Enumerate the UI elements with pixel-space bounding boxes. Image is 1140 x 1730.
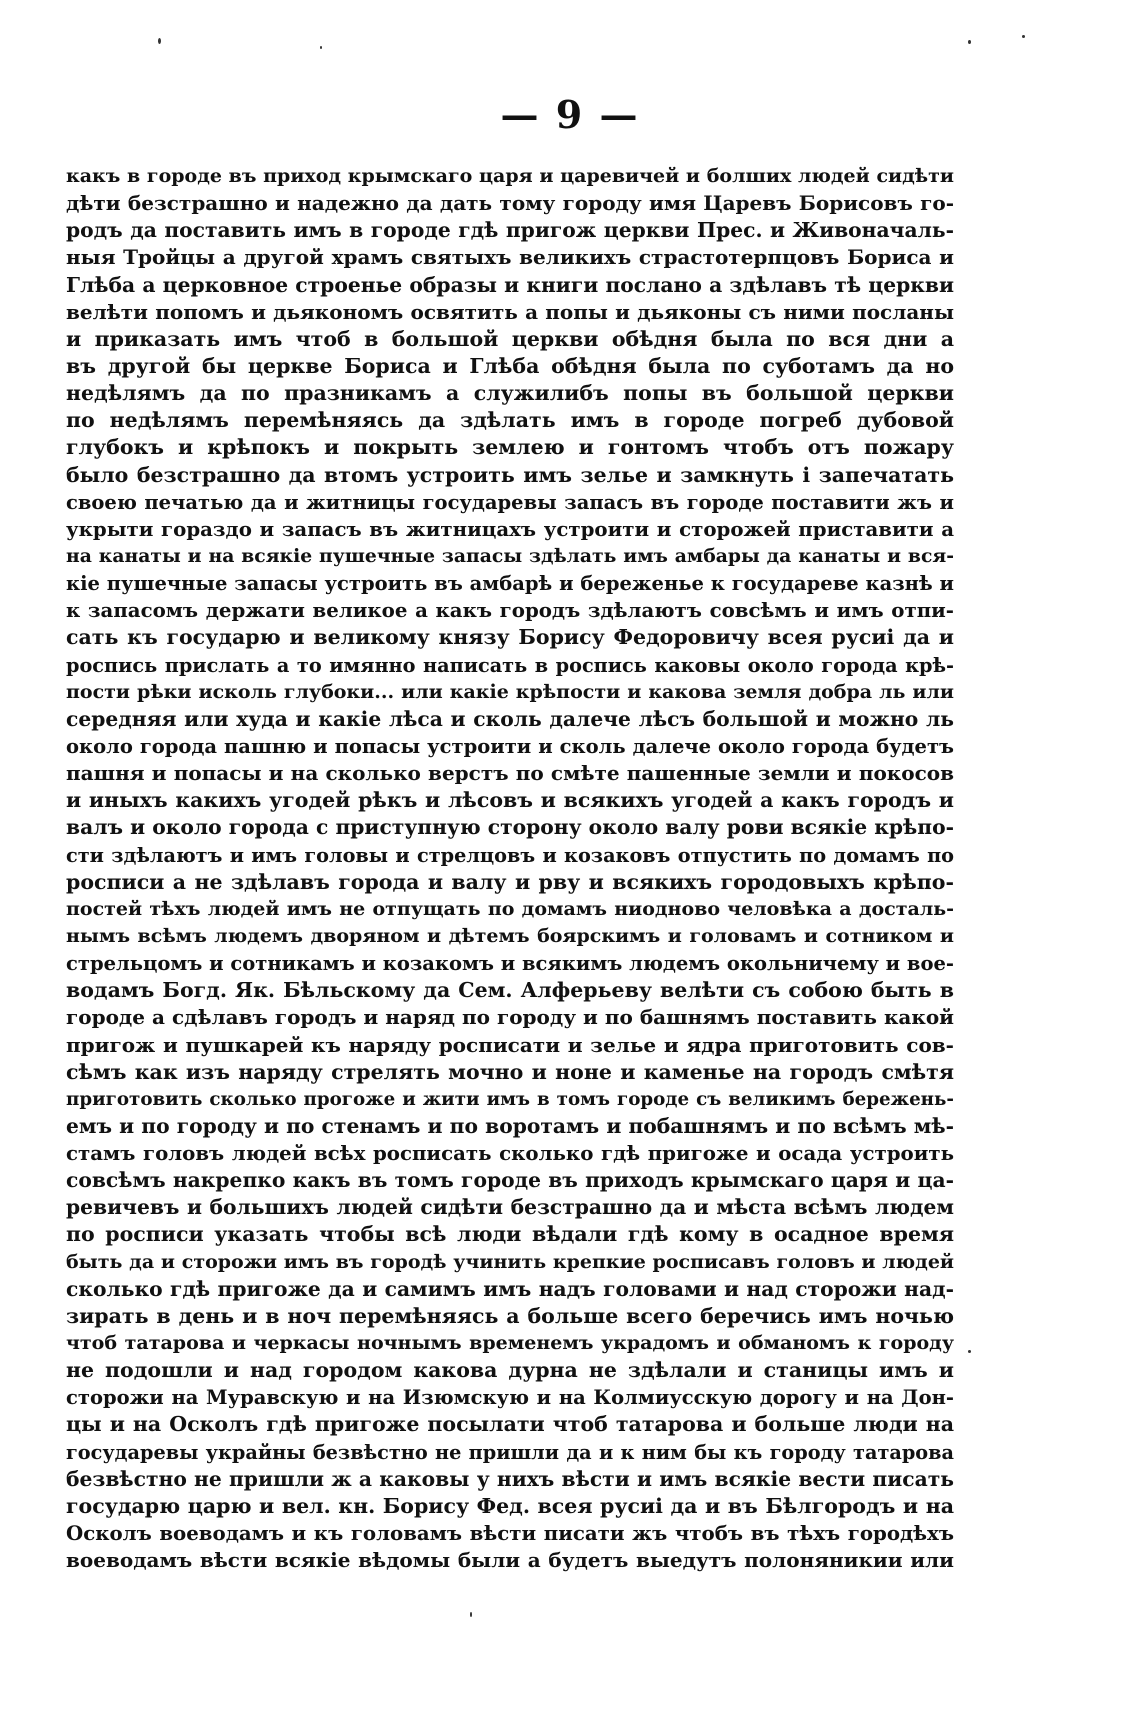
text-line: своею печатью да и житницы государевы запасъ въ городе поставити жъ и	[66, 490, 954, 514]
text-line: въ другой бы церкве Бориса и Глѣба обѣдня была по суботамъ да но	[66, 353, 954, 378]
text-line: водамъ Богд. Як. Бѣльскому да Сем. Алферьеву велѣти съ собою быть в	[66, 978, 954, 1003]
text-line: государю царю и вел. кн. Борису Фед. всея русиі да и въ Бѣлгородъ и на	[66, 1493, 954, 1518]
text-line: ныя Тройцы а другой храмъ святыхъ великихъ страстотерпцовъ Бориса и	[66, 245, 954, 270]
text-line: недѣлямъ да по празникамъ а служилибъ попы въ большой церкви	[66, 381, 954, 406]
text-line: и иныхъ какихъ угодей рѣкъ и лѣсовъ и всякихъ угодей а какъ городъ и	[66, 788, 954, 813]
text-line: сколько гдѣ пригоже да и самимъ имъ надъ головами и над сторожи над-	[66, 1276, 954, 1301]
text-line: стрельцомъ и сотникамъ и козакомъ и всякимъ людемъ окольничему и вое-	[66, 952, 954, 976]
text-line: не подошли и над городом какова дурна не здѣлали и станицы имъ и	[66, 1358, 954, 1383]
text-line: емъ и по городу и по стенамъ и по воротамъ и побашнямъ и по всѣмъ мѣ-	[66, 1113, 954, 1138]
text-line: какъ в городе въ приход крымскаго царя и царевичей и болших людей сидѣти	[66, 165, 954, 187]
print-speck	[158, 38, 161, 44]
text-line: сторожи на Муравскую и на Изюмскую и на Колмиусскую дорогу и на Дон-	[66, 1386, 954, 1410]
text-line: государевы украйны безвѣстно не пришли да и к ним бы къ городу татарова	[66, 1440, 954, 1464]
print-speck	[320, 46, 322, 49]
print-speck	[470, 1612, 472, 1617]
text-line: зирать в день и в ноч перемѣняясь а больше всего беречись имъ ночью	[66, 1303, 954, 1328]
text-line: стамъ головъ людей всѣх росписать сколько гдѣ пригоже и осада устроить	[66, 1141, 954, 1166]
text-line: совсѣмъ накрепко какъ въ томъ городе въ приходъ крымскаго царя и ца-	[66, 1168, 954, 1193]
text-line: пашня и попасы и на сколько верстъ по смѣте пашенные земли и покосов	[66, 761, 954, 786]
text-line: безвѣстно не пришли ж а каковы у нихъ вѣсти и имъ всякіе вести писать	[66, 1466, 954, 1491]
text-line: приготовить сколько прогоже и жити имъ в томъ городе съ великимъ бережень-	[66, 1088, 954, 1110]
text-line: укрыти гораздо и запасъ въ житницахъ устроити и сторожей приставити а	[66, 516, 954, 541]
text-line: по недѣлямъ перемѣняясь да здѣлать имъ в городе погреб дубовой	[66, 408, 954, 433]
page-number: — 9 —	[500, 92, 640, 137]
text-line: Осколъ воеводамъ и къ головамъ вѣсти писати жъ чтобъ въ тѣхъ городѣхъ	[66, 1521, 954, 1546]
text-line: пригож и пушкарей къ наряду росписати и зелье и ядра приготовить сов-	[66, 1032, 954, 1057]
text-line: городе а сдѣлавъ городъ и наряд по городу и по башнямъ поставить какой	[66, 1005, 954, 1030]
page-body	[66, 163, 954, 1574]
text-line: кіе пушечные запасы устроить въ амбарѣ и береженье к государеве казнѣ и	[66, 572, 954, 596]
text-line: валъ и около города с приступную сторону около валу рови всякіе крѣпо-	[66, 815, 954, 840]
text-line: глубокъ и крѣпокъ и покрыть землею и гонтомъ чтобъ отъ пожару	[66, 435, 954, 460]
text-line: сѣмъ как изъ наряду стрелять мочно и ноне и каменье на городъ смѣтя	[66, 1059, 954, 1084]
text-line: родъ да поставить имъ в городе гдѣ пригож церкви Прес. и Живоначаль-	[66, 218, 954, 243]
text-line: велѣти попомъ и дьякономъ освятить а попы и дьяконы съ ними посланы	[66, 299, 954, 324]
text-line: середняя или худа и какіе лѣса и сколь далече лѣсъ большой и можно ль	[66, 706, 954, 731]
text-line: было безстрашно да втомъ устроить имъ зелье и замкнуть і запечатать	[66, 462, 954, 487]
text-line: постей тѣхъ людей имъ не отпущать по домамъ ниодново человѣка а досталь-	[66, 897, 954, 920]
text-line: чтоб татарова и черкасы ночнымъ временемъ украдомъ и обманомъ к городу	[66, 1332, 954, 1355]
text-line: сать къ государю и великому князу Борису Федоровичу всея русиі да и	[66, 625, 954, 650]
text-line: росписи а не здѣлавъ города и валу и рву и всякихъ городовыхъ крѣпо-	[66, 869, 954, 894]
text-line: Глѣба а церковное строенье образы и книги послано а здѣлавъ тѣ церкви	[66, 272, 954, 297]
text-line: пости рѣки исколь глубоки... или какіе крѣпости и какова земля добра ль или	[66, 680, 954, 703]
text-line: воеводамъ вѣсти всякіе вѣдомы были а будетъ выедутъ полоняникии или	[66, 1548, 954, 1573]
text-line: на канаты и на всякіе пушечные запасы здѣлать имъ амбары да канаты и вся-	[66, 544, 954, 567]
text-line: роспись прислать а то имянно написать в роспись каковы около города крѣ-	[66, 653, 954, 677]
text-line: цы и на Осколъ гдѣ пригоже посылати чтоб татарова и больше люди на	[66, 1412, 954, 1437]
text-line: к запасомъ держати великое а какъ городъ здѣлаютъ совсѣмъ и имъ отпи-	[66, 598, 954, 623]
text-line: нымъ всѣмъ людемъ дворяном и дѣтемъ боярскимъ и головамъ и сотником и	[66, 924, 954, 947]
text-line: ревичевъ и большихъ людей сидѣти безстрашно да и мѣста всѣмъ людем	[66, 1195, 954, 1220]
print-speck	[968, 40, 971, 44]
text-line: около города пашню и попасы устроити и сколь далече около города будетъ	[66, 734, 954, 758]
text-line: быть да и сторожи имъ въ городѣ учинить крепкие росписавъ головъ и людей	[66, 1250, 954, 1273]
text-line: сти здѣлаютъ и имъ головы и стрелцовъ и козаковъ отпустить по домамъ по	[66, 843, 954, 867]
text-line: дѣти безстрашно и надежно да дать тому городу имя Царевъ Борисовъ го-	[66, 191, 954, 216]
text-line: по росписи указать чтобы всѣ люди вѣдали гдѣ кому в осадное время	[66, 1222, 954, 1247]
print-speck	[968, 1350, 971, 1353]
text-line: и приказать имъ чтоб в большой церкви обѣдня была по вся дни а	[66, 326, 954, 351]
print-speck	[1022, 35, 1025, 38]
